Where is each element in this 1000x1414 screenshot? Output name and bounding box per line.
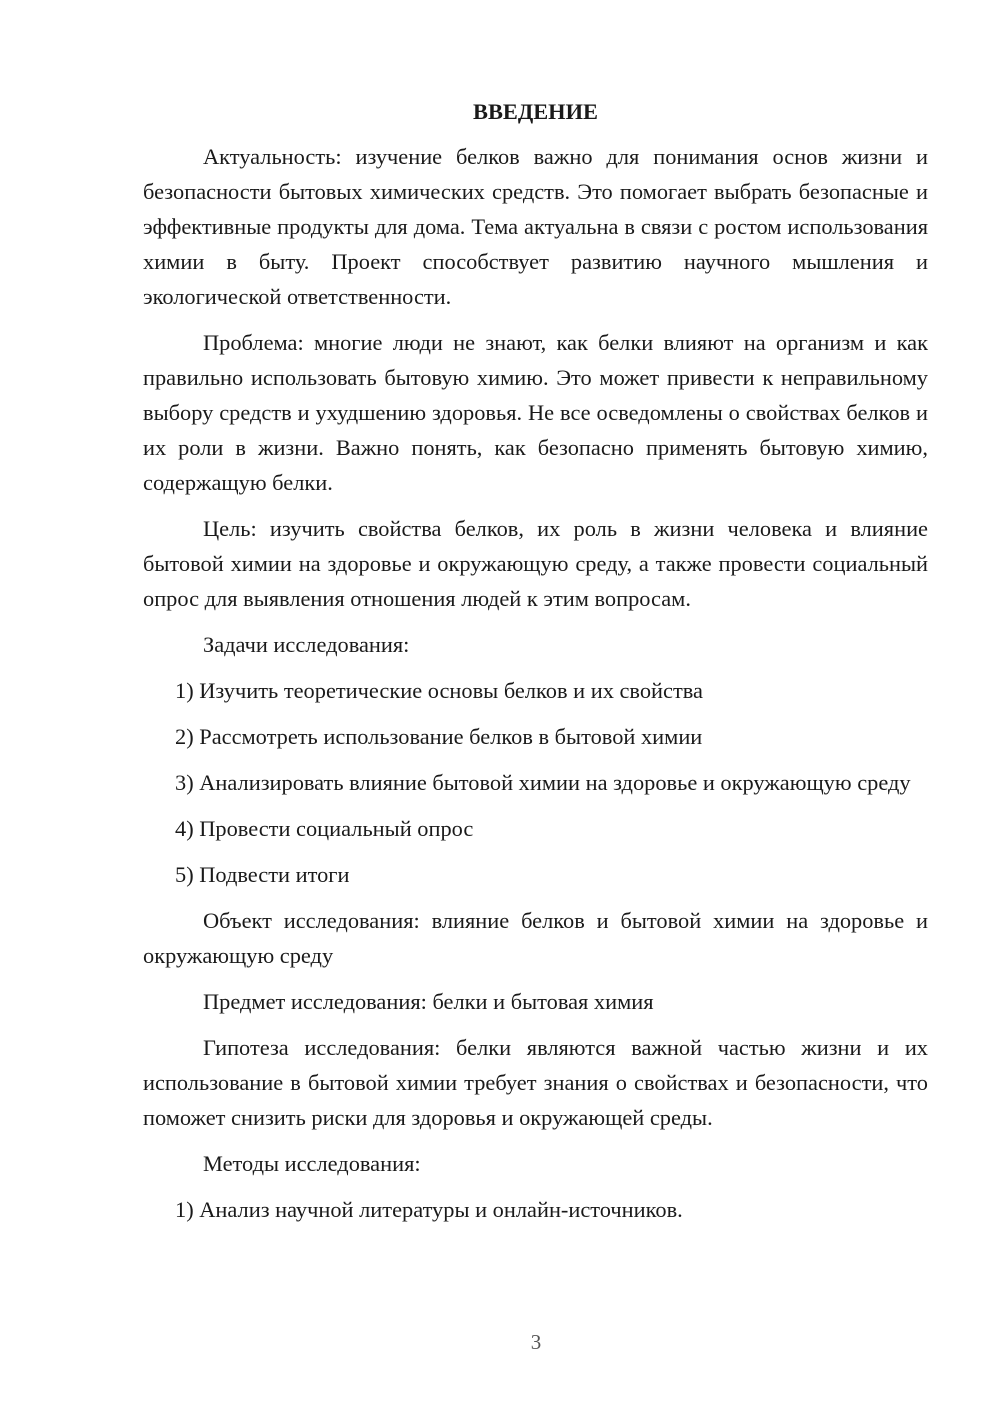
object-paragraph: Объект исследования: влияние белков и бытовой химии на здоровье и окружающую среду [143,908,928,968]
page-title: ВВЕДЕНИЕ [473,99,598,124]
task-item: 1) Изучить теоретические основы белков и их свойства [175,678,703,703]
hypothesis-paragraph: Гипотеза исследования: белки являются важной частью жизни и их использование в бытовой химии требует знания о свойствах и безопасности, что поможет снизить риски для здоровья и окружающей среды. [143,1035,928,1130]
subject-paragraph: Предмет исследования: белки и бытовая химия [203,989,654,1014]
document-page [143,94,928,1238]
task-item: 2) Рассмотреть использование белков в бытовой химии [175,724,703,749]
page-number: 3 [530,1330,542,1354]
task-item: 5) Подвести итоги [175,862,350,887]
task-item: 4) Провести социальный опрос [175,816,474,841]
methods-list [143,1192,928,1227]
relevance-paragraph: Актуальность: изучение белков важно для понимания основ жизни и безопасности бытовых химических средств. Это помогает выбрать безопасные и эффективные продукты для дома. Тема актуальна в связи с ростом использования химии в быту. Проект способствует развитию научного мышления и экологической ответственности. [143,144,928,309]
tasks-heading: Задачи исследования: [203,632,410,657]
goal-paragraph: Цель: изучить свойства белков, их роль в жизни человека и влияние бытовой химии на здоровье и окружающую среду, а также провести социальный опрос для выявления отношения людей к этим вопросам. [143,516,928,611]
methods-heading: Методы исследования: [203,1151,421,1176]
problem-paragraph: Проблема: многие люди не знают, как белки влияют на организм и как правильно использовать бытовую химию. Это может привести к неправильному выбору средств и ухудшению здоровья. Не все осведомлены о свойствах белков и их роли в жизни. Важно понять, как безопасно применять бытовую химию, содержащую белки. [143,330,928,495]
method-item: 1) Анализ научной литературы и онлайн-источников. [175,1197,683,1222]
tasks-list [143,673,928,892]
task-item: 3) Анализировать влияние бытовой химии на здоровье и окружающую среду [175,770,911,795]
